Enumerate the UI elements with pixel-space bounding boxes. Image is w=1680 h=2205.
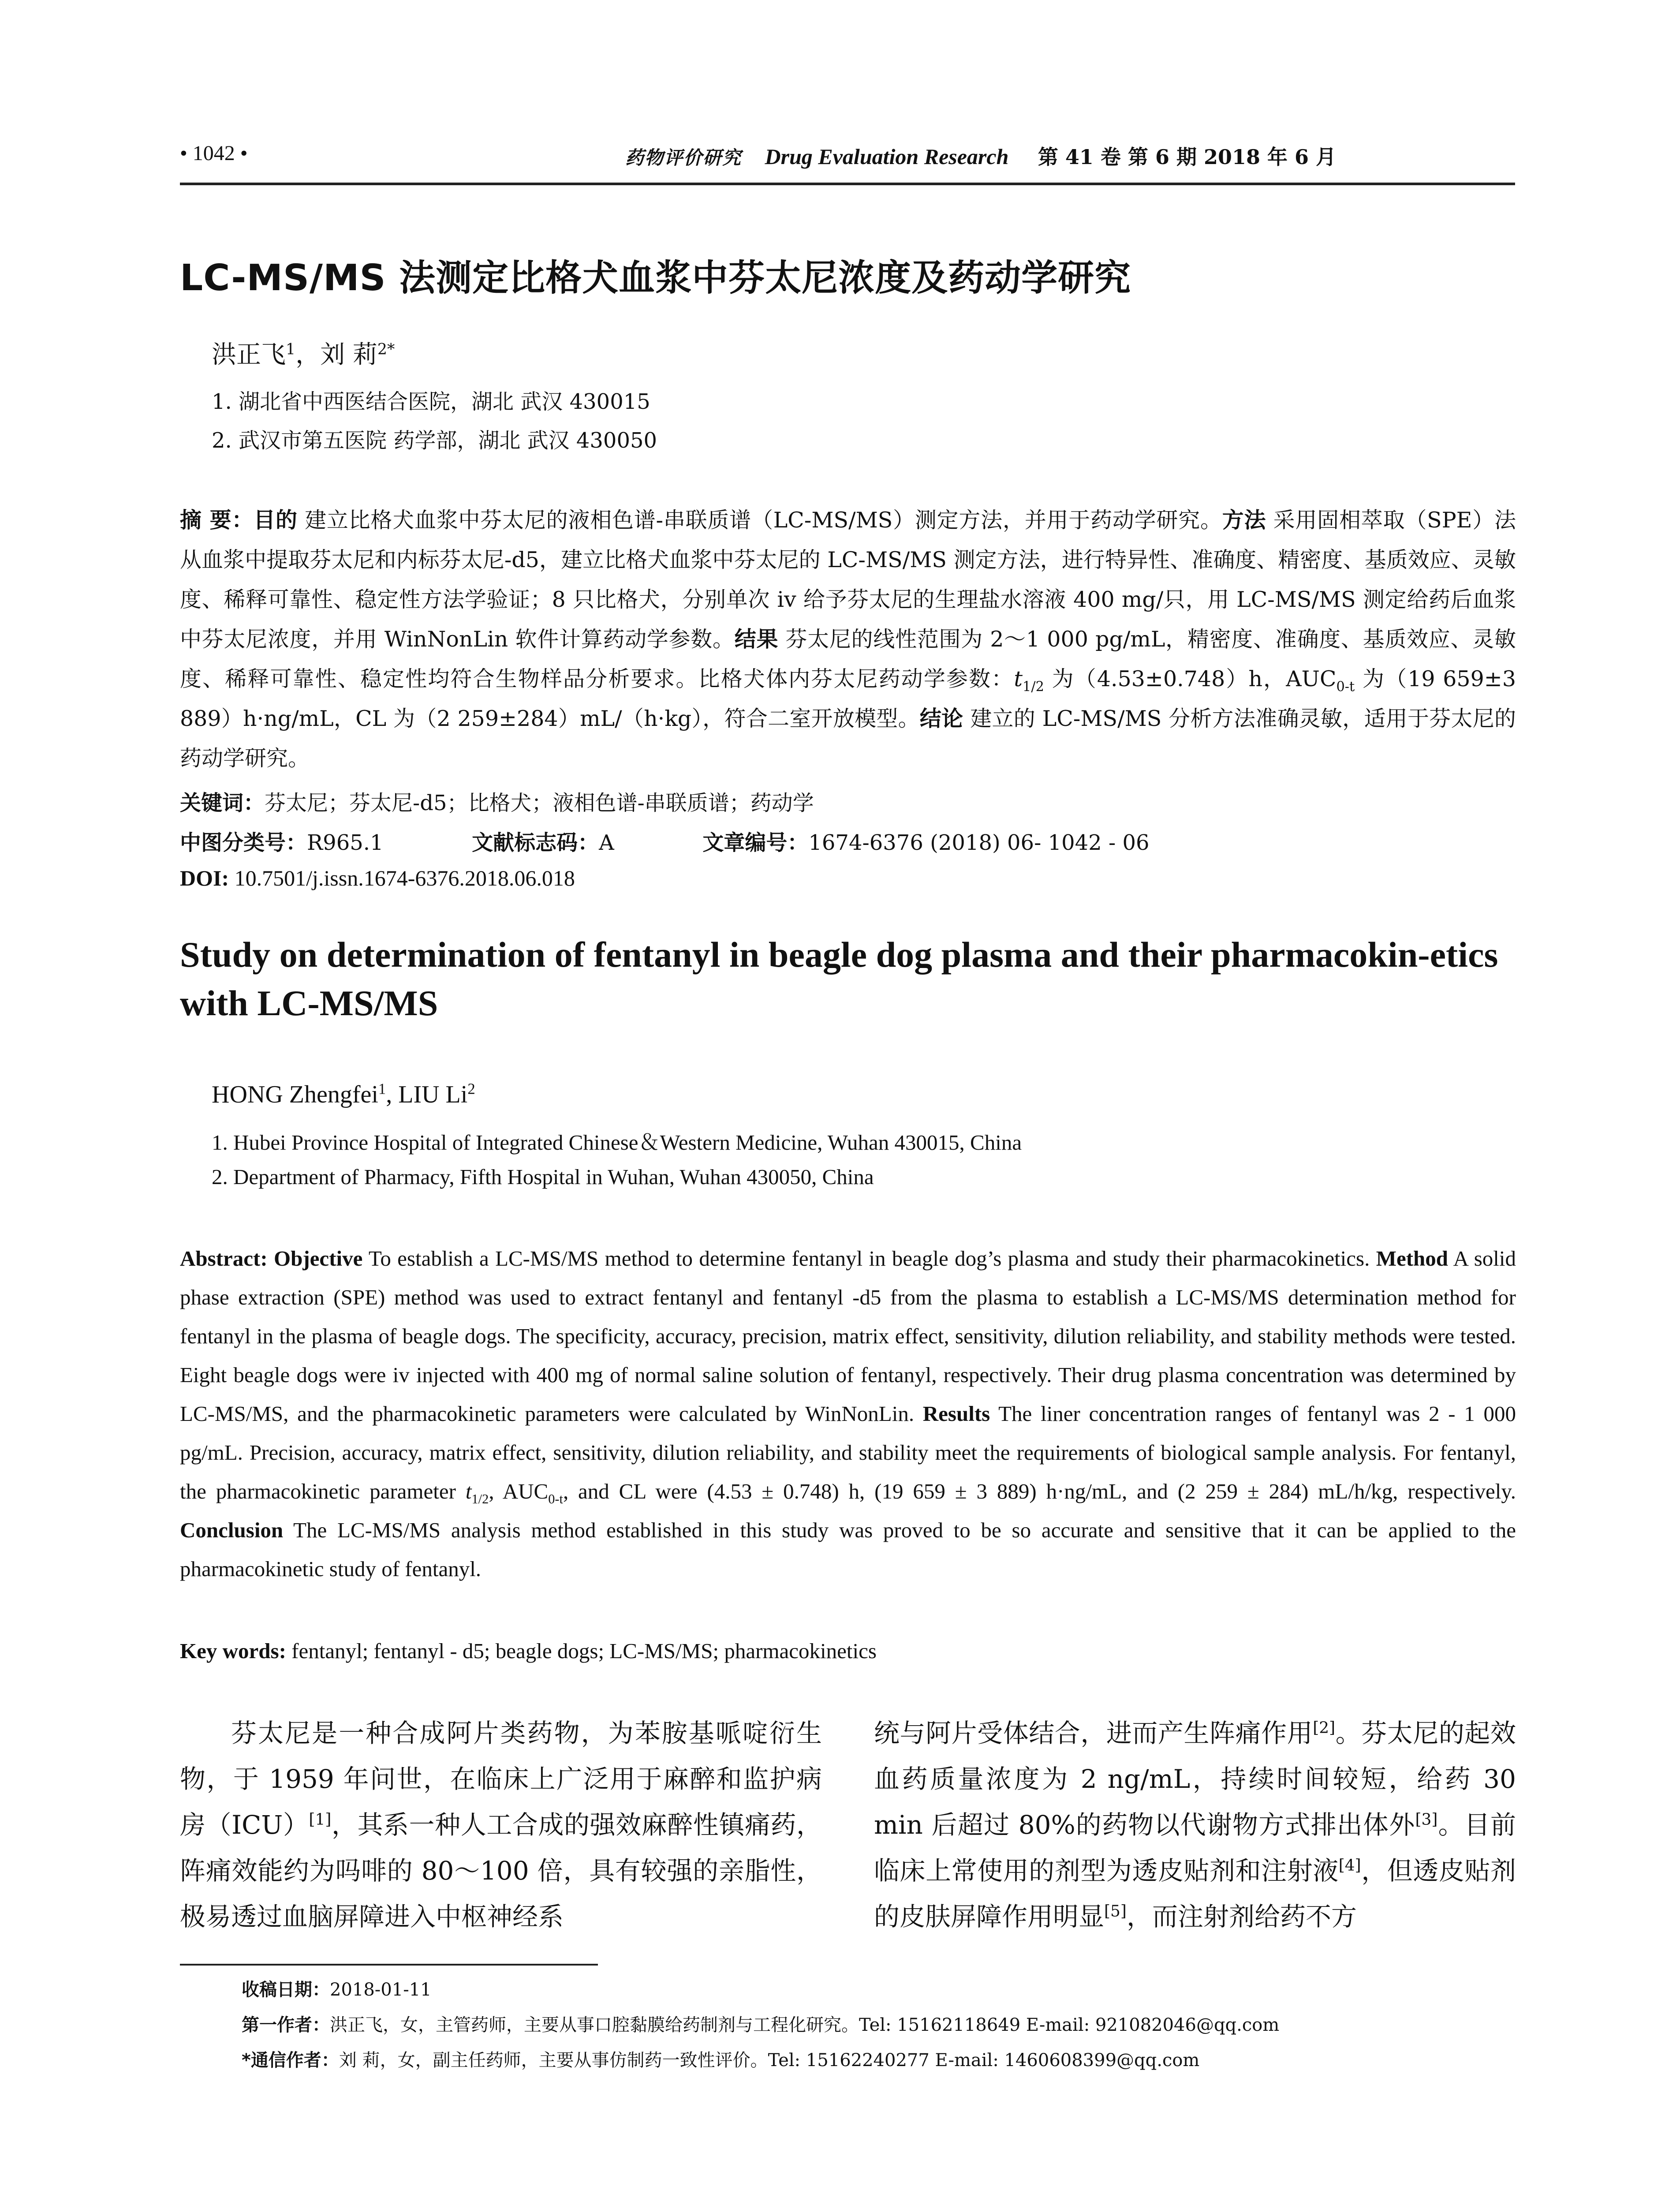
article-number-label: 文章编号： bbox=[702, 830, 809, 855]
chinese-affiliation-2: 2. 武汉市第五医院 药学部，湖北 武汉 430050 bbox=[212, 428, 657, 453]
abstract-label: 摘 要： bbox=[180, 508, 254, 533]
objective-text: 建立比格犬血浆中芬太尼的液相色谱-串联质谱（LC-MS/MS）测定方法，并用于药动学研究。 bbox=[297, 508, 1222, 533]
page-number: • 1042 • bbox=[180, 142, 248, 165]
chinese-title: LC-MS/MS 法测定比格犬血浆中芬太尼浓度及药动学研究 bbox=[180, 257, 1131, 299]
document-code-label: 文献标志码： bbox=[472, 830, 599, 855]
citation-ref: [4] bbox=[1338, 1856, 1361, 1875]
chinese-keywords bbox=[180, 786, 814, 816]
keywords-text: fentanyl; fentanyl - d5; beagle dogs; LC-MS/MS; pharmacokinetics bbox=[286, 1639, 877, 1663]
method-label: Method bbox=[1376, 1246, 1449, 1271]
journal-logo-cn: 药物评价研究 bbox=[625, 147, 742, 168]
document-code-value: A bbox=[599, 830, 614, 855]
result-text: , and CL were (4.53 ± 0.748) h, (19 659 ± 3 889) h·ng/mL, and (2 259 ± 284) mL/h/kg, respectively. bbox=[563, 1479, 1516, 1503]
body-text: ，而注射剂给药不方 bbox=[1126, 1902, 1357, 1932]
doi-label: DOI: bbox=[180, 866, 229, 890]
received-date: 2018-01-11 bbox=[330, 1980, 432, 2000]
citation-ref: [1] bbox=[309, 1810, 332, 1829]
objective-label: 目的 bbox=[254, 508, 298, 533]
first-author-info: 洪正飞，女，主管药师，主要从事口腔黏膜给药制剂与工程化研究。Tel: 15162118649 E-mail: 921082046@qq.com bbox=[330, 2015, 1280, 2035]
citation-ref: [5] bbox=[1104, 1902, 1127, 1921]
chinese-abstract bbox=[180, 501, 1516, 778]
body-text: ，但透皮贴剂的皮肤屏障作用明显 bbox=[874, 1856, 1516, 1932]
first-author-label: 第一作者： bbox=[242, 2015, 330, 2035]
english-affiliation-1: 1. Hubei Province Hospital of Integrated Chinese＆Western Medicine, Wuhan 430015, China bbox=[212, 1130, 1022, 1155]
auc-subscript: 0-t bbox=[548, 1491, 563, 1506]
auc-subscript: 0-t bbox=[1336, 679, 1355, 695]
keywords-text: 芬太尼；芬太尼-d5；比格犬；液相色谱-串联质谱；药动学 bbox=[265, 791, 814, 815]
doi-line bbox=[180, 865, 575, 891]
doi-value: 10.7501/j.issn.1674-6376.2018.06.018 bbox=[229, 866, 575, 890]
body-text: 芬太尼是一种合成阿片类药物，为苯胺基哌啶衍生物，于 1959 年问世，在临床上广泛用于麻醉和监护病房（ICU） bbox=[180, 1718, 822, 1840]
abstract-objective-label: Abstract: Objective bbox=[180, 1246, 363, 1271]
journal-info bbox=[625, 141, 1336, 170]
method-text: 采用固相萃取（SPE）法从血浆中提取芬太尼和内标芬太尼-d5，建立比格犬血浆中芬太尼的 LC-MS/MS 测定方法，进行特异性、准确度、精密度、基质效应、灵敏度、稀释可靠性、稳定性方法学验证；8 只比格犬，分别单次 iv 给予芬太尼的生理盐水溶液 400 mg/只，用 LC-MS/MS 测定给药后血浆中芬太尼浓度，并用 WinNonLin 软件计算药动学参数。 bbox=[180, 508, 1516, 652]
footnote-received bbox=[242, 1976, 432, 2001]
citation-ref: [2] bbox=[1313, 1719, 1336, 1737]
objective-text: To establish a LC-MS/MS method to determine fentanyl in beagle dog’s plasma and study their pharmacokinetics. bbox=[362, 1246, 1376, 1271]
author-name: LIU Li bbox=[398, 1081, 468, 1108]
half-life-symbol: t bbox=[465, 1479, 472, 1503]
journal-name: Drug Evaluation Research bbox=[765, 144, 1009, 169]
chinese-authors bbox=[212, 335, 395, 370]
author-affiliation-mark: 2 bbox=[467, 1080, 475, 1098]
body-text: 统与阿片受体结合，进而产生阵痛作用 bbox=[874, 1718, 1313, 1748]
english-authors bbox=[212, 1080, 475, 1109]
author-name: 洪正飞 bbox=[212, 340, 286, 369]
author-separator: ， bbox=[295, 340, 321, 369]
corresponding-author-info: 刘 莉，女，副主任药师，主要从事仿制药一致性评价。Tel: 15162240277 E-mail: 1460608399@qq.com bbox=[339, 2050, 1200, 2070]
running-header bbox=[180, 140, 1515, 185]
citation-ref: [3] bbox=[1415, 1810, 1438, 1829]
result-text: The liner concentration ranges of fentanyl was 2 - 1 000 pg/mL. Precision, accuracy, matrix effect, sensitivity, dilution reliability, and stability meet the requirements of biological sample analysis. For fentanyl, the pharmacokinetic parameter bbox=[180, 1401, 1516, 1503]
half-life-symbol: t bbox=[1014, 666, 1023, 691]
author-affiliation-mark: 1 bbox=[286, 340, 296, 359]
keywords-label: 关键词： bbox=[180, 791, 265, 815]
body-text: 。目前临床上常使用的剂型为透皮贴剂和注射液 bbox=[874, 1810, 1516, 1886]
body-text: 。芬太尼的起效血药质量浓度为 2 ng/mL，持续时间较短，给药 30 min 后超过 80%的药物以代谢物方式排出体外 bbox=[874, 1718, 1516, 1840]
english-keywords bbox=[180, 1638, 877, 1663]
author-separator: , bbox=[386, 1081, 399, 1108]
conclusion-label: 结论 bbox=[919, 706, 963, 731]
body-column-left bbox=[180, 1710, 822, 1940]
method-text: A solid phase extraction (SPE) method was used to extract fentanyl and fentanyl -d5 from the plasma to establish a LC-MS/MS determination method for fentanyl in the plasma of beagle dogs. The specificity, accuracy, precision, matrix effect, sensitivity, dilution reliability, and stability methods were tested. Eight beagle dogs were iv injected with 400 mg of normal saline solution of fentanyl, respectively. Their drug plasma concentration was determined by LC-MS/MS, and the pharmacokinetic parameters were calculated by WinNonLin. bbox=[180, 1246, 1516, 1426]
method-label: 方法 bbox=[1222, 508, 1266, 533]
result-label: Results bbox=[922, 1401, 990, 1426]
author-affiliation-mark: 1 bbox=[378, 1080, 386, 1098]
english-affiliation-2: 2. Department of Pharmacy, Fifth Hospital in Wuhan, Wuhan 430050, China bbox=[212, 1165, 874, 1189]
english-abstract bbox=[180, 1239, 1516, 1588]
conclusion-text: 建立的 LC-MS/MS 分析方法准确灵敏，适用于芬太尼的药动学研究。 bbox=[180, 706, 1516, 771]
chinese-affiliation-1: 1. 湖北省中西医结合医院，湖北 武汉 430015 bbox=[212, 389, 650, 414]
half-life-subscript: 1/2 bbox=[1023, 679, 1044, 695]
body-text: ，其系一种人工合成的强效麻醉性镇痛药，阵痛效能约为吗啡的 80～100 倍，具有较强的亲脂性，极易透过血脑屏障进入中枢神经系 bbox=[180, 1810, 822, 1932]
result-label: 结果 bbox=[734, 627, 779, 652]
author-affiliation-mark: 2* bbox=[377, 340, 395, 359]
result-text: 为（19 659±3 889）h·ng/mL，CL 为（2 259±284）mL/（h·kg），符合二室开放模型。 bbox=[180, 666, 1516, 731]
classification-line bbox=[180, 826, 1150, 856]
body-column-right bbox=[874, 1710, 1516, 1940]
author-name: 刘 莉 bbox=[320, 340, 377, 369]
author-name: HONG Zhengfei bbox=[212, 1081, 378, 1108]
issue-info: 第 41 卷 第 6 期 2018 年 6 月 bbox=[1038, 145, 1337, 169]
article-number-value: 1674-6376 (2018) 06- 1042 - 06 bbox=[808, 830, 1150, 855]
corresponding-author-label: *通信作者： bbox=[242, 2050, 339, 2070]
conclusion-text: The LC-MS/MS analysis method established in this study was proved to be so accurate and sensitive that it can be applied to the pharmacokinetic study of fentanyl. bbox=[180, 1518, 1516, 1581]
result-text: 芬太尼的线性范围为 2～1 000 pg/mL，精密度、准确度、基质效应、灵敏度、稀释可靠性、稳定性均符合生物样品分析要求。比格犬体内芬太尼药动学参数： bbox=[180, 627, 1516, 691]
clc-label: 中图分类号： bbox=[180, 830, 307, 855]
english-title: Study on determination of fentanyl in beagle dog plasma and their pharmacokin-etics with LC-MS/MS bbox=[180, 934, 1498, 1023]
half-life-subscript: 1/2 bbox=[471, 1491, 489, 1506]
result-text: 为（4.53±0.748）h，AUC bbox=[1044, 666, 1337, 691]
conclusion-label: Conclusion bbox=[180, 1518, 284, 1542]
clc-value: R965.1 bbox=[307, 830, 384, 855]
received-label: 收稿日期： bbox=[242, 1980, 330, 2000]
result-text: , AUC bbox=[489, 1479, 549, 1503]
footnote-divider bbox=[180, 1964, 598, 1966]
footnote-first-author bbox=[242, 2011, 1279, 2036]
keywords-label: Key words: bbox=[180, 1639, 286, 1663]
footnote-corresponding-author bbox=[242, 2046, 1199, 2071]
